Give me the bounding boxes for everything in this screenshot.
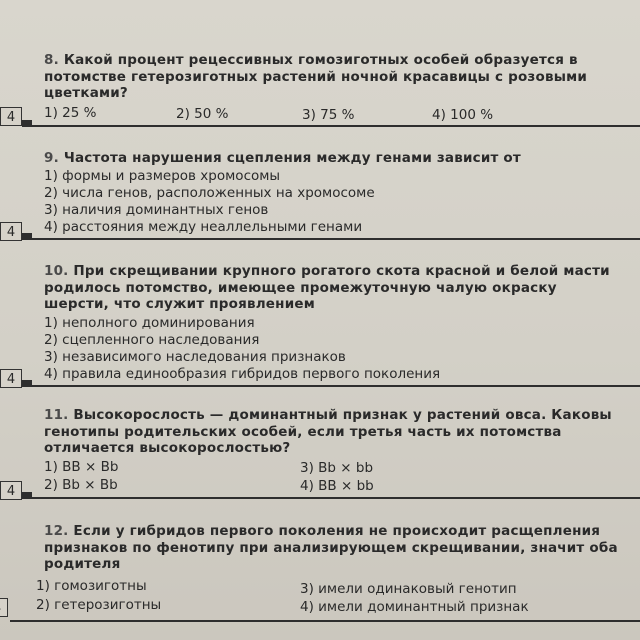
q12-divider [10,620,640,622]
q8-divider [22,125,640,127]
q12-option-2: 2) гетерозиготны [36,597,162,613]
q11-option-3: 3) Bb × bb [300,460,374,476]
q10-option-4: 4) правила единообразия гибридов первого поколения [44,366,441,382]
q10-divider [22,385,640,387]
q11-option-2: 2) Bb × Bb [44,477,118,493]
q9-option-1: 1) формы и размеров хромосомы [44,168,281,184]
question-8-text: 8. Какой процент рецессивных гомозиготных особей образуется в потомстве гетерозиготных растений ночной красавицы с розовыми цветками? [44,52,587,101]
q9-option-4: 4) расстояния между неаллельными генами [44,219,363,235]
question-9-score-badge: 4 [0,222,22,241]
q10-option-1: 1) неполного доминирования [44,315,255,331]
q12-option-4: 4) имели доминантный признак [300,599,529,615]
question-11-text: 11. Высокорослость — доминантный признак у растений овса. Каковы генотипы родительских особей, если третья часть их потомства отличается высокорослостью? [44,407,612,456]
q12-option-1: 1) гомозиготны [36,578,147,594]
q10-option-3: 3) независимого наследования признаков [44,349,346,365]
q8-option-3: 3) 75 % [302,107,355,123]
q10-option-2: 2) сцепленного наследования [44,332,260,348]
question-10-text: 10. При скрещивании крупного рогатого скота красной и белой масти родилось потомство, имеющее промежуточную чалую окраску шерсти, что служит проявлением [44,263,610,312]
q8-option-1: 1) 25 % [44,105,97,121]
q8-option-2: 2) 50 % [176,106,229,122]
q11-option-1: 1) BB × Bb [44,459,119,475]
q12-option-3: 3) имели одинаковый генотип [300,581,517,597]
question-12-text: 12. Если у гибридов первого поколения не происходит расщепления признаков по фенотипу при анализирующем скрещивании, значит оба родителя [44,523,618,572]
q9-option-3: 3) наличия доминантных генов [44,202,269,218]
question-9-text: 9. Частота нарушения сцепления между генами зависит от [44,150,521,166]
question-8-score-badge: 4 [0,107,22,126]
question-10-score-badge: 4 [0,369,22,388]
question-12-score-badge [0,598,8,617]
question-11-score-badge: 4 [0,481,22,500]
q11-option-4: 4) BB × bb [300,478,374,494]
q11-divider [22,497,640,499]
q9-divider [22,238,640,240]
q8-option-4: 4) 100 % [432,107,494,123]
q9-option-2: 2) числа генов, расположенных на хромосоме [44,185,375,201]
